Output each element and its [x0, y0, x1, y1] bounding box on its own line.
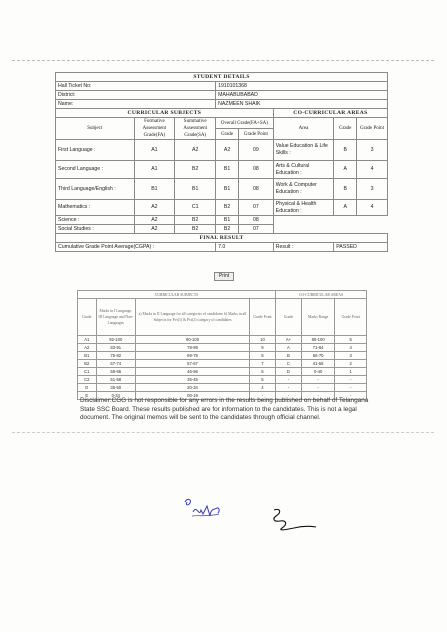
- g-gp: 6: [249, 368, 275, 376]
- g-second: 90-100: [136, 336, 250, 344]
- subject-name: Science :: [56, 216, 135, 225]
- top-divider: [12, 60, 434, 61]
- field-label: Hall Ticket No:: [56, 82, 216, 91]
- g-gp: -: [249, 392, 275, 400]
- subject-row: [56, 140, 388, 161]
- g-cm: -: [301, 392, 334, 400]
- subject-row: [56, 179, 388, 200]
- grading-col-co-marks: Marks Range: [301, 299, 334, 336]
- g-cm: -: [301, 376, 334, 384]
- g-lang: 0-34: [96, 392, 136, 400]
- student-row: [56, 91, 388, 100]
- area-grade: A: [334, 161, 357, 179]
- grading-row: [78, 344, 367, 352]
- final-result-title: FINAL RESULT: [56, 234, 388, 243]
- g-cm: 56-70: [301, 352, 334, 360]
- g-cg: C: [275, 360, 301, 368]
- g-grade: B1: [78, 352, 97, 360]
- grade-point: 08: [239, 216, 274, 225]
- col-gp: Grade Point: [239, 129, 274, 140]
- cgpa-value: 7.0: [216, 243, 274, 252]
- district-value: MAHABUBABAD: [216, 91, 388, 100]
- student-details-title: STUDENT DETAILS: [56, 73, 388, 82]
- grading-col-co-gp: Grade Point: [335, 299, 367, 336]
- overall-grade: A2: [216, 140, 239, 161]
- grading-row: [78, 336, 367, 344]
- grading-row: [78, 352, 367, 360]
- g-cg: -: [275, 392, 301, 400]
- fa-grade: A2: [134, 225, 175, 234]
- fa-grade: B1: [134, 179, 175, 200]
- grading-col-grade: Grade: [78, 299, 97, 336]
- g-grade: C2: [78, 376, 97, 384]
- subject-name: Second Language :: [56, 161, 135, 179]
- grading-row: [78, 376, 367, 384]
- g-cp: -: [335, 392, 367, 400]
- col-area: Area: [273, 118, 334, 140]
- g-grade: D: [78, 384, 97, 392]
- area-name: Arts & Cultural Education :: [273, 161, 334, 179]
- result-label: Result :: [273, 243, 334, 252]
- g-cg: -: [275, 376, 301, 384]
- grading-table: [77, 290, 367, 400]
- student-row: [56, 100, 388, 109]
- g-lang: 67-74: [96, 360, 136, 368]
- grading-cocurricular-title: CO-CURRICULAR AREAS: [275, 291, 366, 299]
- area-grade: A: [334, 200, 357, 216]
- g-cm: -: [301, 384, 334, 392]
- g-second: 00-19: [136, 392, 250, 400]
- overall-grade: B1: [216, 216, 239, 225]
- signature: [268, 506, 318, 534]
- area-grade-point: 4: [357, 161, 388, 179]
- g-second: 79-89: [136, 344, 250, 352]
- g-cp: -: [335, 384, 367, 392]
- field-label: Name:: [56, 100, 216, 109]
- g-gp: 5: [249, 376, 275, 384]
- grade-point: 08: [239, 161, 274, 179]
- sa-grade: A2: [175, 140, 216, 161]
- g-cp: 3: [335, 352, 367, 360]
- subject-row: [56, 225, 388, 234]
- col-sa: Summative Assessment Grade(SA): [175, 118, 216, 140]
- col-grade: Grade: [216, 129, 239, 140]
- subject-row: [56, 216, 388, 225]
- grading-row: [78, 384, 367, 392]
- g-cm: 85-100: [301, 336, 334, 344]
- g-cm: 0-40: [301, 368, 334, 376]
- empty-cell: [273, 225, 387, 234]
- g-gp: 4: [249, 384, 275, 392]
- area-grade-point: 4: [357, 200, 388, 216]
- g-cm: 71-84: [301, 344, 334, 352]
- grading-col-gp: Grade Point: [249, 299, 275, 336]
- fa-grade: A1: [134, 140, 175, 161]
- grade-point: 09: [239, 140, 274, 161]
- result-value: PASSED: [334, 243, 388, 252]
- subject-row: [56, 200, 388, 216]
- g-cp: 5: [335, 336, 367, 344]
- grading-col-lang: Marks in I Language, III Language and Non-Languages: [96, 299, 136, 336]
- grade-point: 08: [239, 179, 274, 200]
- g-cg: D: [275, 368, 301, 376]
- grading-col-co-grade: Grade: [275, 299, 301, 336]
- g-gp: 8: [249, 352, 275, 360]
- subject-name: Third Language/English :: [56, 179, 135, 200]
- handwritten-date: [183, 496, 223, 522]
- g-cg: A+: [275, 336, 301, 344]
- g-lang: 59-66: [96, 368, 136, 376]
- sa-grade: B1: [175, 179, 216, 200]
- curricular-title: CURRICULAR SUBJECTS: [56, 109, 274, 118]
- sa-grade: B2: [175, 161, 216, 179]
- grading-row: [78, 360, 367, 368]
- col-overall: Overall Grade(FA+SA): [216, 118, 274, 129]
- g-lang: 51-58: [96, 376, 136, 384]
- g-cg: -: [275, 384, 301, 392]
- cgpa-label: Cumulative Grade Point Average(CGPA) :: [56, 243, 216, 252]
- g-cp: 1: [335, 368, 367, 376]
- area-name: Work & Computer Education :: [273, 179, 334, 200]
- fa-grade: A2: [134, 200, 175, 216]
- col-subject: Subject: [56, 118, 135, 140]
- overall-grade: B1: [216, 179, 239, 200]
- subject-name: Mathematics :: [56, 200, 135, 216]
- g-grade: B2: [78, 360, 97, 368]
- g-cg: A: [275, 344, 301, 352]
- area-grade-point: 3: [357, 179, 388, 200]
- grading-curricular-title: CURRICULAR SUBJECTS: [78, 291, 276, 299]
- empty-cell: [273, 216, 387, 225]
- g-second: 46-56: [136, 368, 250, 376]
- field-label: District:: [56, 91, 216, 100]
- cocurricular-title: CO-CURRICULAR AREAS: [273, 109, 387, 118]
- area-name: Physical & Health Education :: [273, 200, 334, 216]
- g-lang: 92-100: [96, 336, 136, 344]
- g-second: 20-34: [136, 384, 250, 392]
- subject-row: [56, 161, 388, 179]
- area-grade-point: 3: [357, 140, 388, 161]
- g-lang: 83-91: [96, 344, 136, 352]
- g-gp: 7: [249, 360, 275, 368]
- overall-grade: B2: [216, 225, 239, 234]
- g-cp: 2: [335, 360, 367, 368]
- final-result-row: [56, 243, 388, 252]
- fa-grade: A2: [134, 216, 175, 225]
- col-co-gp: Grade Point: [357, 118, 388, 140]
- g-lang: 75-82: [96, 352, 136, 360]
- subject-name: Social Studies :: [56, 225, 135, 234]
- print-button[interactable]: Print: [214, 272, 234, 281]
- disclaimer-text: Disclaimer:CGG is not responsible for any errors in the results being published on behalf of Telangana State SSC Board. These results published are for information to the candidates. This is not a legal document. The original memos will be sent to the candidates through official channel.: [80, 397, 369, 422]
- fa-grade: A1: [134, 161, 175, 179]
- name-value: NAZMEEN SHAIK: [216, 100, 388, 109]
- sa-grade: B2: [175, 216, 216, 225]
- grading-col-second: a) Marks in II Language for all categories of candidates b) Marks in all Subjects for Pvt(1) & Pvt(2) category of candidates: [136, 299, 250, 336]
- grade-point: 07: [239, 225, 274, 234]
- grade-point: 07: [239, 200, 274, 216]
- g-grade: E: [78, 392, 97, 400]
- g-cp: 4: [335, 344, 367, 352]
- sa-grade: B2: [175, 225, 216, 234]
- g-grade: A1: [78, 336, 97, 344]
- overall-grade: B2: [216, 200, 239, 216]
- g-cm: 41-55: [301, 360, 334, 368]
- subject-name: First Language :: [56, 140, 135, 161]
- student-row: [56, 82, 388, 91]
- area-name: Value Education & Life Skills :: [273, 140, 334, 161]
- area-grade: B: [334, 140, 357, 161]
- hall-ticket-value: 1910101368: [216, 82, 388, 91]
- g-grade: A2: [78, 344, 97, 352]
- results-table: [55, 72, 388, 252]
- g-cp: -: [335, 376, 367, 384]
- g-lang: 35-50: [96, 384, 136, 392]
- g-grade: C1: [78, 368, 97, 376]
- overall-grade: B1: [216, 161, 239, 179]
- grading-row: [78, 368, 367, 376]
- area-grade: B: [334, 179, 357, 200]
- g-gp: 10: [249, 336, 275, 344]
- g-cg: B: [275, 352, 301, 360]
- g-second: 69-78: [136, 352, 250, 360]
- sa-grade: C1: [175, 200, 216, 216]
- col-fa: Formative Assessment Grade(FA): [134, 118, 175, 140]
- g-second: 35-45: [136, 376, 250, 384]
- g-second: 57-67: [136, 360, 250, 368]
- g-gp: 9: [249, 344, 275, 352]
- bottom-divider: [12, 432, 434, 433]
- col-co-grade: Grade: [334, 118, 357, 140]
